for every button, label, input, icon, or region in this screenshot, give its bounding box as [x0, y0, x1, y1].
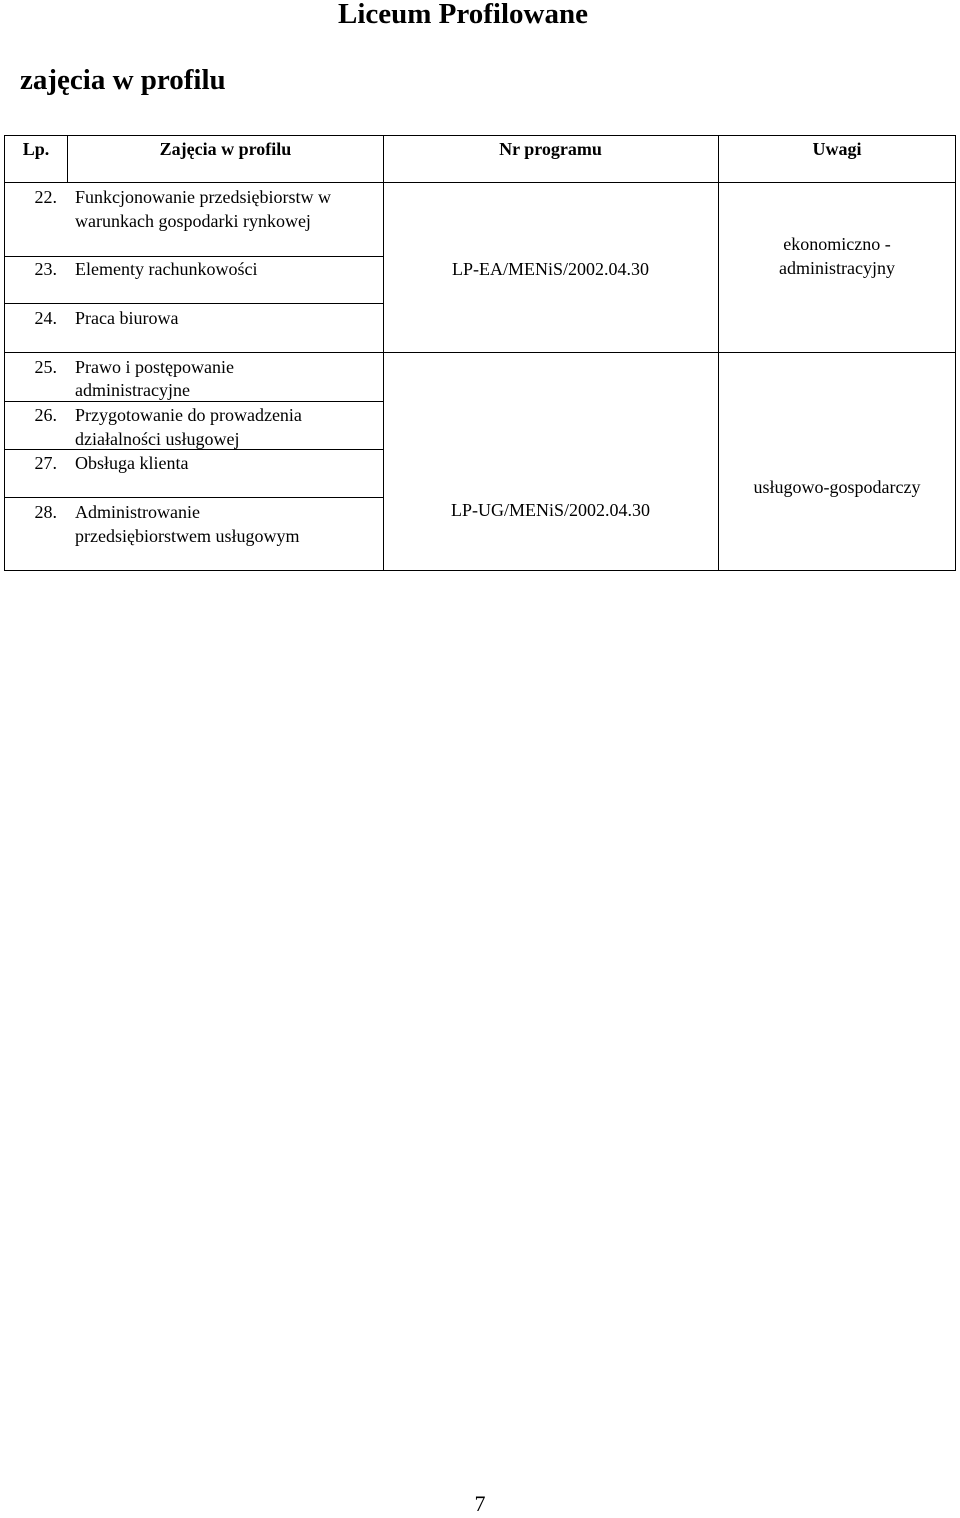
header-subject: Zajęcia w profilu — [159, 139, 292, 159]
program-number: LP-UG/MENiS/2002.04.30 — [450, 500, 650, 520]
subject-name: Przygotowanie do prowadzenia — [75, 405, 302, 425]
subject-name-cont: warunkach gospodarki rynkowej — [75, 211, 311, 231]
row-number: 27. — [34, 453, 57, 473]
row-number: 25. — [34, 357, 57, 377]
profile-note: ekonomiczno - administracyjny — [779, 234, 895, 278]
subject-name-cont: przedsiębiorstwem usługowym — [75, 526, 300, 546]
table-border-bottom — [4, 570, 956, 571]
subject-name: Elementy rachunkowości — [75, 259, 258, 279]
header-lp: Lp. — [22, 139, 50, 159]
page-title: Liceum Profilowane — [338, 0, 588, 30]
row-number: 24. — [34, 308, 57, 328]
table-border-left — [4, 135, 5, 571]
row-number: 28. — [34, 502, 57, 522]
page-number: 7 — [474, 1491, 486, 1516]
table-header-divider — [4, 182, 956, 183]
row-number: 26. — [34, 405, 57, 425]
column-divider — [718, 135, 719, 571]
subject-name-cont: działalności usługowej — [75, 429, 240, 449]
subject-name: Obsługa klienta — [75, 453, 189, 473]
header-notes: Uwagi — [812, 139, 862, 159]
subject-name: Praca biurowa — [75, 308, 179, 328]
table-border-top — [4, 135, 956, 136]
subject-name: Prawo i postępowanie — [75, 357, 234, 377]
program-number: LP-EA/MENiS/2002.04.30 — [451, 259, 649, 279]
header-program: Nr programu — [499, 139, 602, 159]
subject-name: Funkcjonowanie przedsiębiorstw w — [75, 187, 331, 207]
row-number: 23. — [34, 259, 57, 279]
row-divider — [4, 401, 383, 402]
table-border-right — [955, 135, 956, 571]
subject-name-cont: administracyjne — [75, 380, 190, 400]
group-divider — [4, 352, 956, 353]
row-number: 22. — [34, 187, 57, 207]
row-divider — [4, 303, 383, 304]
profile-note: usługowo-gospodarczy — [753, 477, 921, 497]
row-divider — [4, 497, 383, 498]
subject-name: Administrowanie — [75, 502, 200, 522]
section-title: zajęcia w profilu — [20, 64, 226, 96]
